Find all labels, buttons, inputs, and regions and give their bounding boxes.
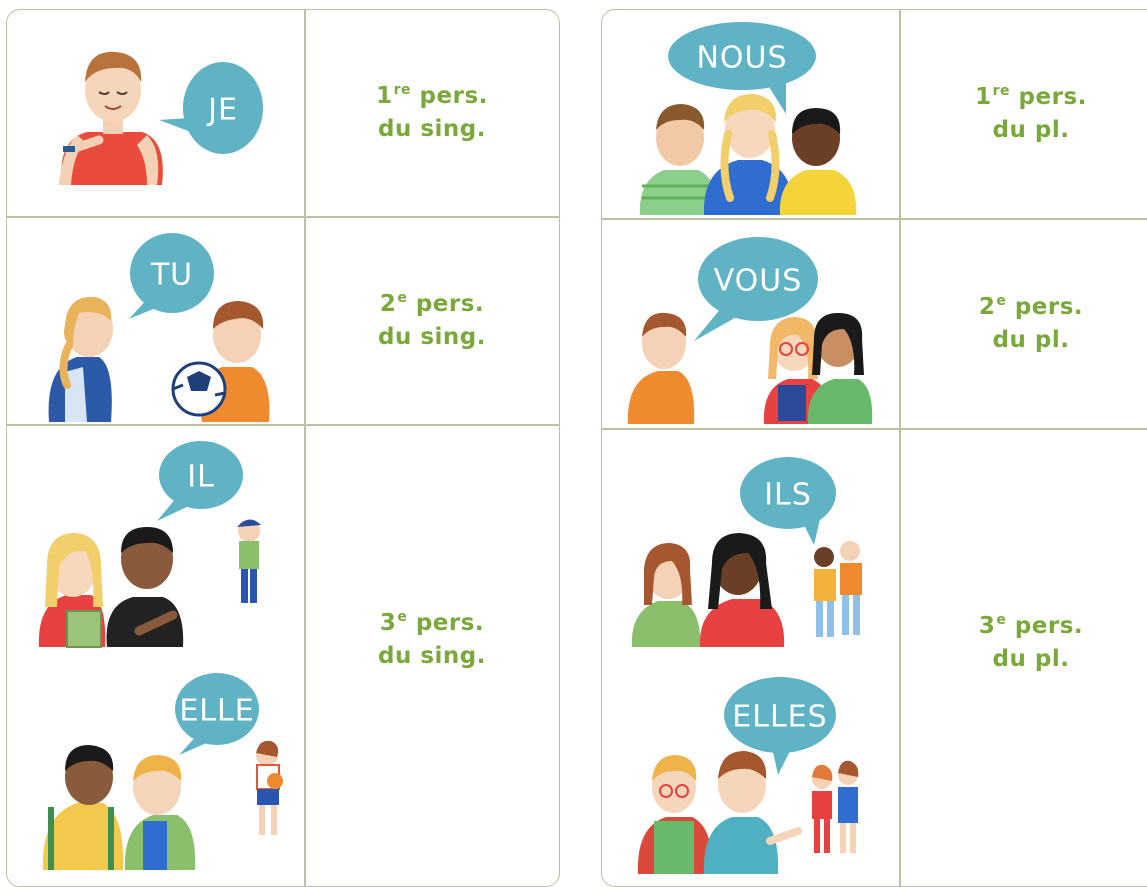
pronoun-elle: ELLE	[179, 693, 255, 729]
number-text: du sing.	[378, 643, 486, 669]
ordinal-suffix: re	[992, 83, 1011, 99]
person-word: pers.	[407, 290, 485, 317]
ordinal-suffix: re	[393, 82, 412, 98]
pronoun-elles: ELLES	[732, 699, 828, 735]
person-number: 1	[376, 83, 393, 109]
pronoun-je: JE	[208, 92, 238, 128]
person-word: pers.	[411, 83, 488, 109]
illustration-vous	[602, 219, 899, 428]
person-label-2-singular	[305, 217, 559, 424]
pronoun-vous: VOUS	[713, 263, 803, 299]
pronoun-tu: TU	[150, 257, 194, 293]
person-number: 3	[978, 613, 996, 639]
number-text: du pl.	[992, 326, 1070, 353]
speech-bubble-je	[7, 10, 304, 216]
pronoun-nous: NOUS	[696, 40, 788, 76]
illustration-il-elle	[7, 425, 304, 875]
ordinal-suffix: e	[996, 612, 1007, 628]
number-text: du pl.	[992, 646, 1070, 672]
speech-bubble-elle	[7, 425, 304, 875]
ordinal-suffix: e	[397, 609, 408, 625]
speech-bubble-vous	[602, 219, 899, 428]
person-label-2-plural	[900, 219, 1147, 428]
pronoun-ils: ILS	[764, 477, 812, 513]
speech-bubble-tu	[7, 217, 304, 424]
plural-pronoun-table	[601, 9, 1147, 887]
person-label-1-plural	[900, 10, 1147, 218]
number-text: du sing.	[378, 116, 486, 142]
speech-bubble-nous	[602, 10, 899, 218]
person-word: pers.	[1010, 84, 1087, 110]
ordinal-suffix: e	[397, 289, 408, 306]
speech-bubble-elles	[602, 429, 899, 879]
person-label-3-singular	[305, 425, 559, 855]
person-number: 2	[978, 293, 996, 320]
pronoun-il: IL	[187, 459, 215, 495]
person-number: 1	[975, 84, 992, 110]
illustration-tu	[7, 217, 304, 424]
person-number: 3	[379, 610, 397, 636]
person-word: pers.	[1006, 613, 1084, 639]
number-text: du sing.	[378, 323, 486, 350]
number-text: du pl.	[992, 117, 1070, 143]
person-label-1-singular	[305, 10, 559, 216]
illustration-ils-elles	[602, 429, 899, 879]
person-word: pers.	[1006, 293, 1084, 320]
singular-pronoun-table	[6, 9, 560, 887]
person-number: 2	[379, 290, 397, 317]
person-word: pers.	[407, 610, 485, 636]
illustration-nous	[602, 10, 899, 218]
person-label-3-plural	[900, 429, 1147, 857]
illustration-je	[7, 10, 304, 216]
ordinal-suffix: e	[996, 292, 1007, 309]
